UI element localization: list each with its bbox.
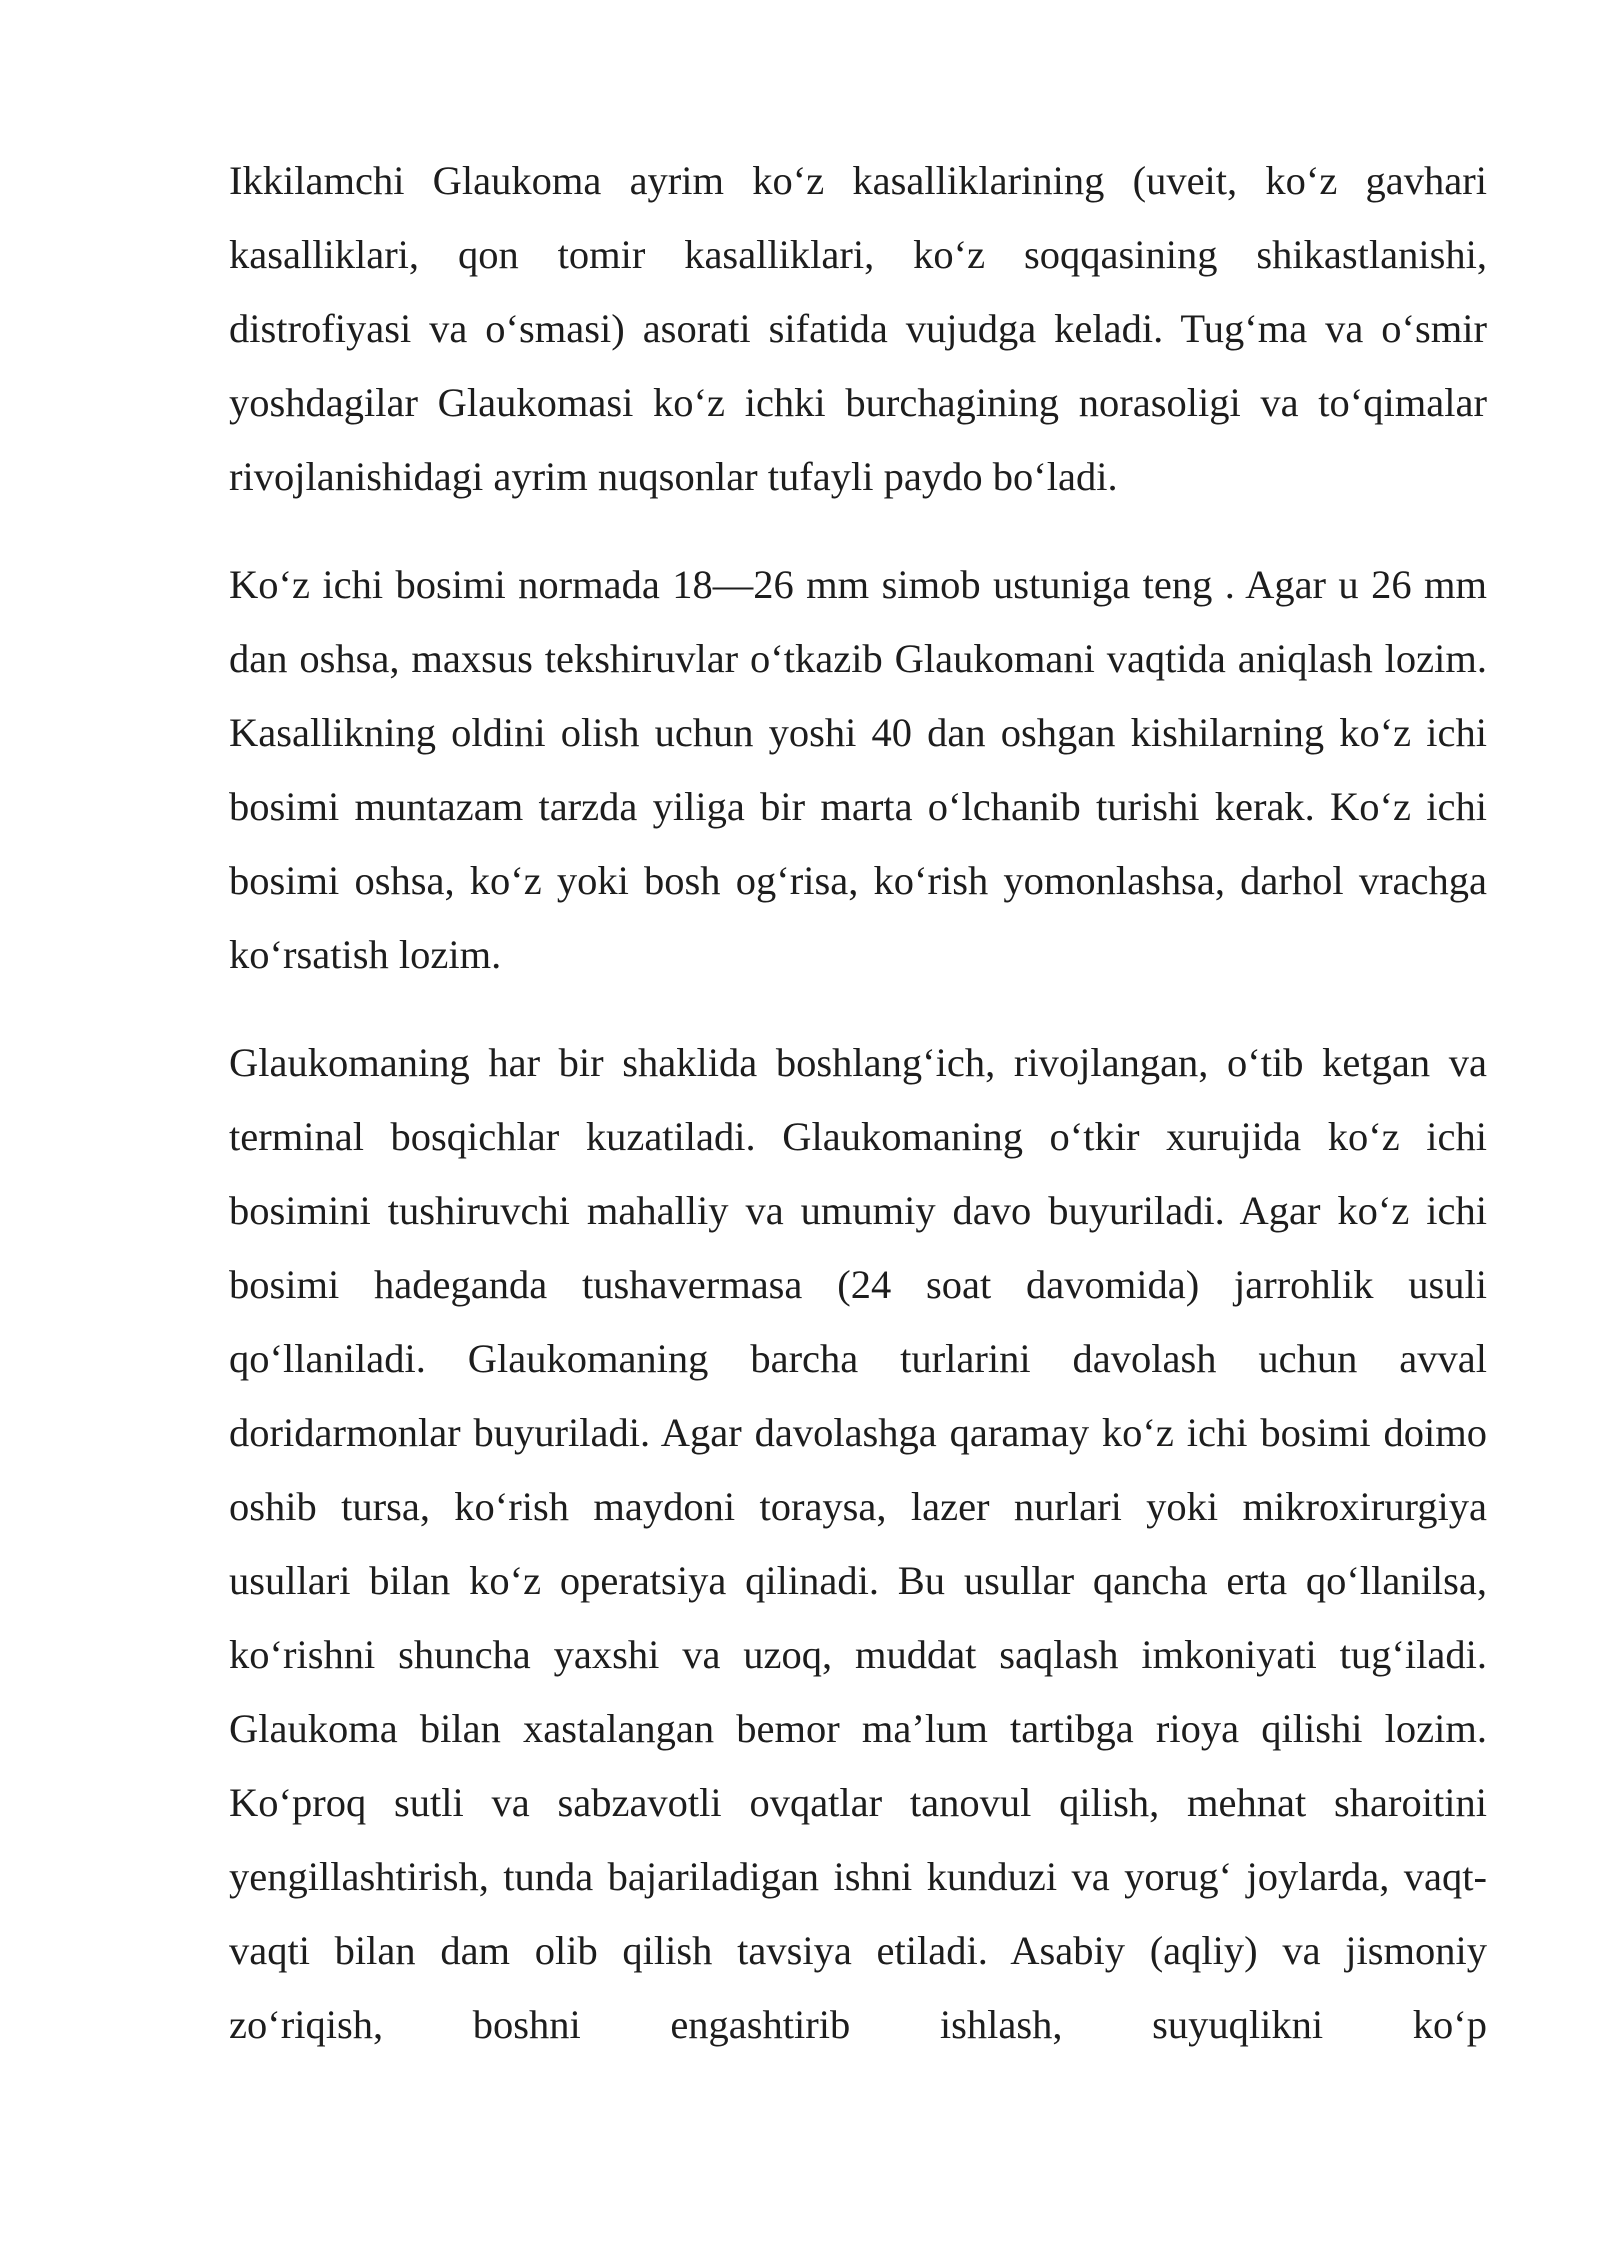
paragraph-3: Glaukomaning har bir shaklida boshlang‘ich, rivojlangan, o‘tib ketgan va terminal bosqichlar kuzatiladi. Glaukomaning o‘tkir xurujida ko‘z ichi bosimini tushiruvchi mahalliy va umumiy davo buyuriladi. Agar ko‘z ichi bosimi hadeganda tushavermasa (24 soat davomida) jarrohlik usuli qo‘llaniladi. Glaukomaning barcha turlarini davolash uchun avval doridarmonlar buyuriladi. Agar davolashga qaramay ko‘z ichi bosimi doimo oshib tursa, ko‘rish maydoni toraysa, lazer nurlari yoki mikroxirurgiya usullari bilan ko‘z operatsiya qilinadi. Bu usullar qancha erta qo‘llanilsa, ko‘rishni shuncha yaxshi va uzoq, muddat saqlash imkoniyati tug‘iladi. Glaukoma bilan xastalangan bemor ma’lum tartibga rioya qilishi lozim. Ko‘proq sutli va sabzavotli ovqatlar tanovul qilish, mehnat sharoitini yengillashtirish, tunda bajariladigan ishni kunduzi va yorug‘ joylarda, vaqt-vaqti bilan dam olib qilish tavsiya etiladi. Asabiy (aqliy) va jismoniy zo‘riqish, boshni engashtirib ishlash, suyuqlikni ko‘p bbox=[229, 1040, 1487, 2047]
paragraph-1: Ikkilamchi Glaukoma ayrim ko‘z kasalliklarining (uveit, ko‘z gavhari kasalliklari, qon tomir kasalliklari, ko‘z soqqasining shikastlanishi, distrofiyasi va o‘smasi) asorati sifatida vujudga keladi. Tug‘ma va o‘smir yoshdagilar Glaukomasi ko‘z ichki burchagining norasoligi va to‘qimalar rivojlanishidagi ayrim nuqsonlar tufayli paydo bo‘ladi. bbox=[229, 158, 1487, 499]
paragraph-2: Ko‘z ichi bosimi normada 18—26 mm simob ustuniga teng . Agar u 26 mm dan oshsa, maxsus tekshiruvlar o‘tkazib Glaukomani vaqtida aniqlash lozim. Kasallikning oldini olish uchun yoshi 40 dan oshgan kishilarning ko‘z ichi bosimi muntazam tarzda yiliga bir marta o‘lchanib turishi kerak. Ko‘z ichi bosimi oshsa, ko‘z yoki bosh og‘risa, ko‘rish yomonlashsa, darhol vrachga ko‘rsatish lozim. bbox=[229, 562, 1487, 977]
document-body bbox=[229, 144, 1487, 2062]
